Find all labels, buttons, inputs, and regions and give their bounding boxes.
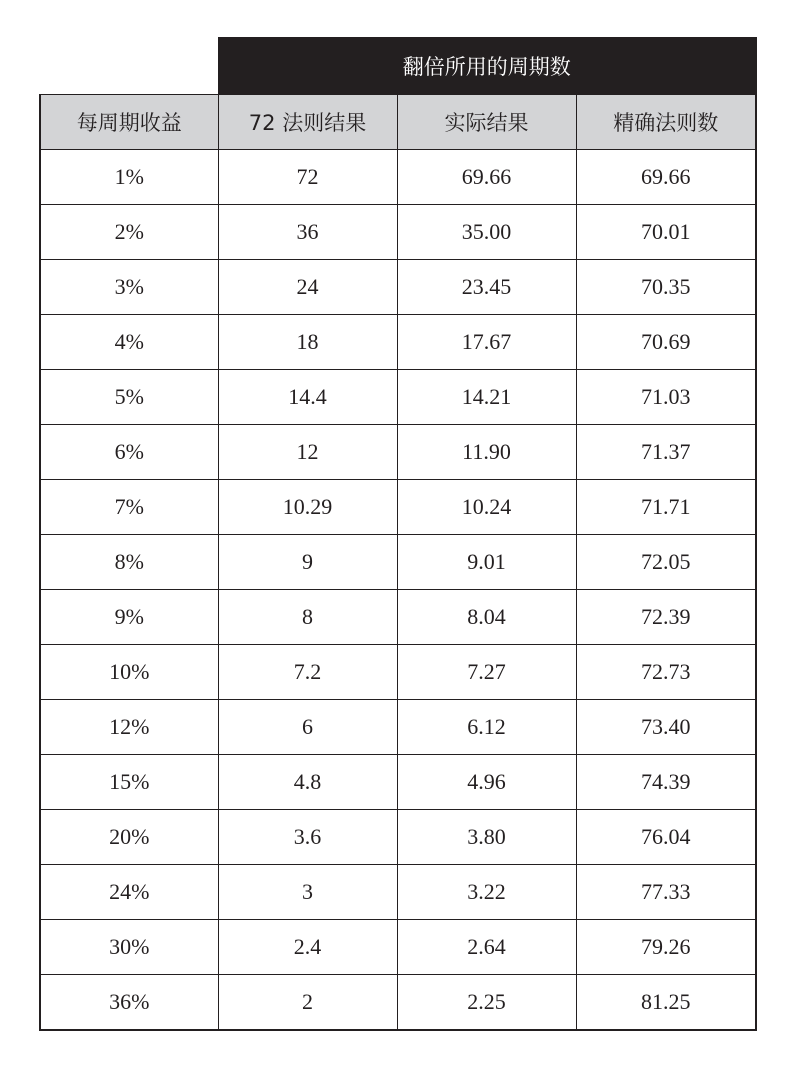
cell-return-per-period: 12% (40, 700, 218, 755)
cell-exact-rule-number: 74.39 (576, 755, 756, 810)
cell-actual-result: 6.12 (397, 700, 576, 755)
cell-rule-of-72: 10.29 (218, 480, 397, 535)
cell-exact-rule-number: 71.03 (576, 370, 756, 425)
table-row (40, 755, 756, 810)
cell-return-per-period: 6% (40, 425, 218, 480)
table-row (40, 480, 756, 535)
cell-actual-result: 17.67 (397, 315, 576, 370)
cell-return-per-period: 30% (40, 920, 218, 975)
cell-actual-result: 2.25 (397, 975, 576, 1031)
cell-return-per-period: 4% (40, 315, 218, 370)
cell-rule-of-72: 14.4 (218, 370, 397, 425)
table-row (40, 810, 756, 865)
column-header-actual-result: 实际结果 (397, 95, 576, 150)
cell-rule-of-72: 3.6 (218, 810, 397, 865)
cell-return-per-period: 2% (40, 205, 218, 260)
cell-actual-result: 3.80 (397, 810, 576, 865)
table-row (40, 205, 756, 260)
cell-rule-of-72: 12 (218, 425, 397, 480)
table-row (40, 700, 756, 755)
cell-rule-of-72: 2 (218, 975, 397, 1031)
cell-return-per-period: 9% (40, 590, 218, 645)
cell-actual-result: 14.21 (397, 370, 576, 425)
cell-rule-of-72: 72 (218, 150, 397, 205)
cell-return-per-period: 36% (40, 975, 218, 1031)
cell-return-per-period: 5% (40, 370, 218, 425)
cell-exact-rule-number: 72.39 (576, 590, 756, 645)
column-header-exact-rule-number: 精确法则数 (576, 95, 756, 150)
cell-return-per-period: 20% (40, 810, 218, 865)
cell-exact-rule-number: 70.69 (576, 315, 756, 370)
cell-actual-result: 7.27 (397, 645, 576, 700)
cell-actual-result: 23.45 (397, 260, 576, 315)
table-row (40, 315, 756, 370)
doubling-periods-table (39, 37, 757, 1031)
cell-actual-result: 35.00 (397, 205, 576, 260)
table-row (40, 975, 756, 1031)
cell-actual-result: 69.66 (397, 150, 576, 205)
cell-rule-of-72: 7.2 (218, 645, 397, 700)
cell-exact-rule-number: 73.40 (576, 700, 756, 755)
cell-exact-rule-number: 70.01 (576, 205, 756, 260)
table-head (40, 38, 756, 150)
cell-rule-of-72: 24 (218, 260, 397, 315)
column-header-rule-of-72: 72 法则结果 (218, 95, 397, 150)
cell-actual-result: 10.24 (397, 480, 576, 535)
group-header-row (40, 38, 756, 95)
cell-return-per-period: 15% (40, 755, 218, 810)
table-row (40, 865, 756, 920)
cell-exact-rule-number: 70.35 (576, 260, 756, 315)
table-body (40, 150, 756, 1031)
cell-exact-rule-number: 77.33 (576, 865, 756, 920)
column-header-return-per-period: 每周期收益 (40, 95, 218, 150)
table-row (40, 645, 756, 700)
cell-return-per-period: 1% (40, 150, 218, 205)
blank-corner-cell (40, 38, 218, 95)
cell-exact-rule-number: 72.73 (576, 645, 756, 700)
cell-exact-rule-number: 72.05 (576, 535, 756, 590)
cell-rule-of-72: 4.8 (218, 755, 397, 810)
cell-return-per-period: 24% (40, 865, 218, 920)
table-row (40, 425, 756, 480)
cell-return-per-period: 3% (40, 260, 218, 315)
cell-return-per-period: 8% (40, 535, 218, 590)
column-header-row (40, 95, 756, 150)
cell-rule-of-72: 3 (218, 865, 397, 920)
cell-actual-result: 8.04 (397, 590, 576, 645)
cell-actual-result: 9.01 (397, 535, 576, 590)
cell-rule-of-72: 2.4 (218, 920, 397, 975)
cell-return-per-period: 7% (40, 480, 218, 535)
cell-rule-of-72: 9 (218, 535, 397, 590)
cell-actual-result: 3.22 (397, 865, 576, 920)
cell-rule-of-72: 6 (218, 700, 397, 755)
cell-exact-rule-number: 76.04 (576, 810, 756, 865)
cell-rule-of-72: 8 (218, 590, 397, 645)
group-header: 翻倍所用的周期数 (218, 38, 756, 95)
cell-rule-of-72: 18 (218, 315, 397, 370)
table-row (40, 150, 756, 205)
table-row (40, 590, 756, 645)
cell-actual-result: 11.90 (397, 425, 576, 480)
cell-exact-rule-number: 81.25 (576, 975, 756, 1031)
cell-exact-rule-number: 71.71 (576, 480, 756, 535)
cell-return-per-period: 10% (40, 645, 218, 700)
table-row (40, 370, 756, 425)
table-row (40, 535, 756, 590)
cell-exact-rule-number: 71.37 (576, 425, 756, 480)
cell-actual-result: 4.96 (397, 755, 576, 810)
cell-rule-of-72: 36 (218, 205, 397, 260)
table-row (40, 920, 756, 975)
table-row (40, 260, 756, 315)
cell-actual-result: 2.64 (397, 920, 576, 975)
cell-exact-rule-number: 79.26 (576, 920, 756, 975)
cell-exact-rule-number: 69.66 (576, 150, 756, 205)
